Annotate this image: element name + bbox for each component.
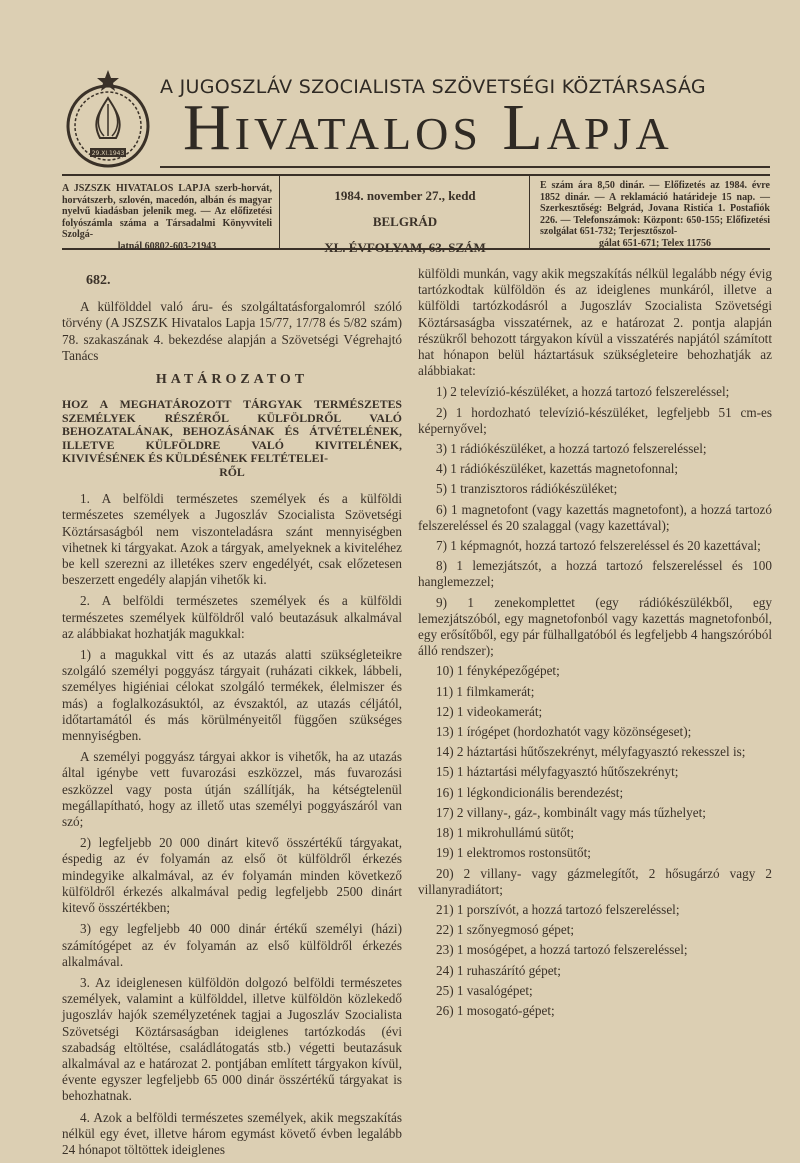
list-item: 8) 1 lemezjátszót, a hozzá tartozó felszereléssel és 100 hanglemezzel;	[418, 558, 772, 590]
header-divider	[279, 176, 280, 248]
list-item: 19) 1 elektromos rostonsütőt;	[436, 845, 591, 861]
list-item: 17) 2 villany-, gáz-, kombinált vagy más tűzhelyet;	[436, 804, 706, 820]
list-item: 13) 1 írógépet (hordozhatót vagy közönségeset);	[436, 724, 692, 740]
list-item: 14) 2 háztartási hűtőszekrényt, mélyfagyasztó rekesszel is;	[436, 744, 746, 760]
publication-info	[62, 183, 272, 252]
paragraph: 3. Az ideiglenesen külföldön dolgozó belföldi természetes személyek, valamint a külfölddel, illetve külföldön közlekedő jugoszláv hajók személyzetének tagjai a Jugoszláv Szocialista Szövetségi Köztársaságban ideiglenes tartózkodás (évi szabadság eltöltése, családlátogatás stb.) végetti beutazásuk alkalmával az e határozat 2. pontjában említett tárgyakon kívül, évente egyszer legfeljebb 65 000 dinár összértékű tárgyakat is behozhatnak.	[62, 974, 402, 1104]
list-item: 4) 1 rádiókészüléket, kazettás magnetofonnal;	[436, 461, 679, 477]
list-item: 25) 1 vasalógépet;	[436, 982, 533, 998]
list-item: 15) 1 háztartási mélyfagyasztó hűtőszekrényt;	[436, 764, 679, 780]
issue-number: XL. ÉVFOLYAM, 63. SZÁM	[324, 240, 486, 255]
list-item: 12) 1 videokamerát;	[436, 703, 543, 719]
list-item: 11) 1 filmkamerát;	[436, 683, 535, 699]
right-column	[418, 266, 772, 1023]
header-divider	[529, 176, 530, 248]
paragraph: 1. A belföldi természetes személyek és a külföldi természetes személyek a Jugoszláv Szocialista Szövetségi Köztársaságból nem viszonteladásra szánt mennyiségben vihetnek ki tárgyakat. Azok a tárgyak, amelyeknek a kiviteléhez be kell szerezni az illetékes szerv engedélyét, csak előzetesen beszerzett engedély alapján vihetők ki.	[62, 491, 402, 588]
price-contact-telex: gálat 651-671; Telex 11756	[599, 237, 711, 249]
list-item: 16) 1 légkondicionális berendezést;	[436, 784, 624, 800]
list-item: 1) 2 televízió-készüléket, a hozzá tartozó felszereléssel;	[436, 384, 730, 400]
list-item: 23) 1 mosógépet, a hozzá tartozó felszereléssel;	[436, 942, 688, 958]
list-item: 21) 1 porszívót, a hozzá tartozó felszereléssel;	[436, 901, 680, 917]
publication-info-account: latnál 60802-603-21943	[117, 240, 217, 252]
paragraph: 2) legfeljebb 20 000 dinárt kitevő összértékű tárgyakat, éspedig az év folyamán az első öt külföldről érkezés mindegyike alkalmával, az év folyamán minden következő külföldről érkezés alkalmával pedig legfeljebb 2500 dinárt kitevő összértékben;	[62, 835, 402, 916]
list-item: 6) 1 magnetofont (vagy kazettás magnetofont), a hozzá tartozó felszereléssel és 20 szalaggal (vagy kazettával);	[418, 501, 772, 533]
paragraph: 1) a magukkal vitt és az utazás alatti szükségleteikre szolgáló személyi poggyász tárgyait (ruházati cikkek, lábbeli, személyes higiéniai célokat szolgáló termékek, élelmiszer és más) a foglalkozásuktól, az évszaktól, az utazás céljától, időtartamától és más körülményeitől függően szükséges mennyiségben.	[62, 647, 402, 744]
paragraph: külföldi munkán, vagy akik megszakítás nélkül legalább négy évig tartózkodtak külföldön és az ideiglenes munkáról, illetve a külföldi tartózkodásról a Jugoszláv Szocialista Szövetségi Köztársaságba visszatérnek, az e határozat 2. pontja alapján részükről behozott tárgyakon kívül a visszatérés napjától számított hat hónapon belül háztartásuk szükségleteire behozhatják az alábbiakat:	[418, 266, 772, 379]
issue-place: BELGRÁD	[372, 214, 438, 229]
masthead-title: Hivatalos Lapja	[183, 91, 673, 164]
paragraph: A személyi poggyász tárgyai akkor is vihetők, ha az utazás által igénybe vett fuvarozási eszközzel, más fuvarozási eszközzel vagy posta útján szállítják, ha kétségtelenül megállapítható, hogy az illető utas személyi poggyászáról van szó;	[62, 749, 402, 830]
paragraph: 4. Azok a belföldi természetes személyek, akik megszakítás nélkül egy évet, illetve három egymást követő évben legalább 24 hónapot töltöttek ideiglenes	[62, 1109, 402, 1157]
list-item: 10) 1 fényképezőgépet;	[436, 663, 560, 679]
item-list	[418, 384, 772, 1019]
price-contact-info	[540, 180, 770, 249]
list-item: 7) 1 képmagnót, hozzá tartozó felszereléssel és 20 kazettával;	[436, 538, 761, 554]
issue-info	[290, 183, 520, 261]
list-item: 22) 1 szőnyegmosó gépet;	[436, 922, 575, 938]
preamble: A külfölddel való áru- és szolgáltatásforgalomról szóló törvény (A JSZSZK Hivatalos Lapja 15/77, 17/78 és 5/82 szám) 78. szakaszának 4. bekezdése alapján a Szövetségi Végrehajtó Tanács	[62, 299, 402, 363]
decision-title-text: HOZ A MEGHATÁROZOTT TÁRGYAK TERMÉSZETES SZEMÉLYEK RÉSZÉRŐL KÜLFÖLDRŐL VALÓ BEHOZATALÁNAK, BEHOZÁSÁNAK ÉS ÁTVÉTELÉNEK, ILLETVE KÜLFÖLDRE VALÓ KIVITELÉNEK, KIVIVÉSÉNEK ÉS KÜLDÉSÉNEK FELTÉTELEI-	[62, 397, 402, 466]
issue-date: 1984. november 27., kedd	[334, 188, 476, 203]
list-item: 20) 2 villany- vagy gázmelegítőt, 2 hősugárzó vagy 2 villanyradiátort;	[418, 865, 772, 897]
decision-heading: HATÁROZATOT	[155, 372, 309, 388]
list-item: 9) 1 zenekomplettet (egy rádiókészülékből, egy lemezjátszóból, egy magnetofonból vagy kazettás magnetofonból, egy erősítőből, egy pár fülhallgatóból és legfeljebb 4 hangszóróból álló rendszer);	[418, 594, 772, 659]
state-emblem	[62, 68, 154, 172]
decision-title-end: RŐL	[219, 464, 245, 479]
decision-title	[62, 398, 402, 479]
list-item: 18) 1 mikrohullámú sütőt;	[436, 825, 575, 841]
paragraph: 3) egy legfeljebb 40 000 dinár értékű személyi (házi) számítógépet az év folyamán az első külföldről érkezés alkalmával.	[62, 921, 402, 969]
masthead-rule	[160, 166, 770, 168]
masthead-supertitle: A JUGOSZLÁV SZOCIALISTA SZÖVETSÉGI KÖZTÁRSASÁG	[160, 76, 706, 98]
list-item: 26) 1 mosogató-gépet;	[436, 1002, 555, 1018]
list-item: 2) 1 hordozható televízió-készüléket, legfeljebb 51 cm-es képernyővel;	[418, 404, 772, 436]
left-column	[62, 273, 402, 1163]
publication-info-text: A JSZSZK HIVATALOS LAPJA szerb-horvát, horvátszerb, szlovén, macedón, albán és magyar nyelvű kiadásban jelenik meg. — Az előfizetési folyószámla száma a Társadalmi Könyvviteli Szolgá-	[62, 183, 272, 240]
article-number: 682.	[86, 273, 111, 288]
list-item: 24) 1 ruhaszárító gépet;	[436, 962, 561, 978]
header-top-rule	[62, 174, 770, 176]
list-item: 3) 1 rádiókészüléket, a hozzá tartozó felszereléssel;	[436, 441, 707, 457]
paragraph: 2. A belföldi természetes személyek és a külföldi természetes személyek külföldről való beutazásuk alkalmával az alábbiakat hozhatják magukkal:	[62, 593, 402, 641]
svg-text:29.XI.1943: 29.XI.1943	[91, 150, 125, 157]
list-item: 5) 1 tranzisztoros rádiókészüléket;	[436, 481, 618, 497]
price-contact-text: E szám ára 8,50 dinár. — Előfizetés az 1984. évre 1852 dinár. — A reklamáció határideje 15 nap. — Szerkesztőség: Belgrád, Jovana Ristića 1. Postafiók 226. — Telefonszámok: Központ: 650-155; Előfizetési szolgálat 651-732; Terjesztőszol-	[540, 180, 770, 237]
